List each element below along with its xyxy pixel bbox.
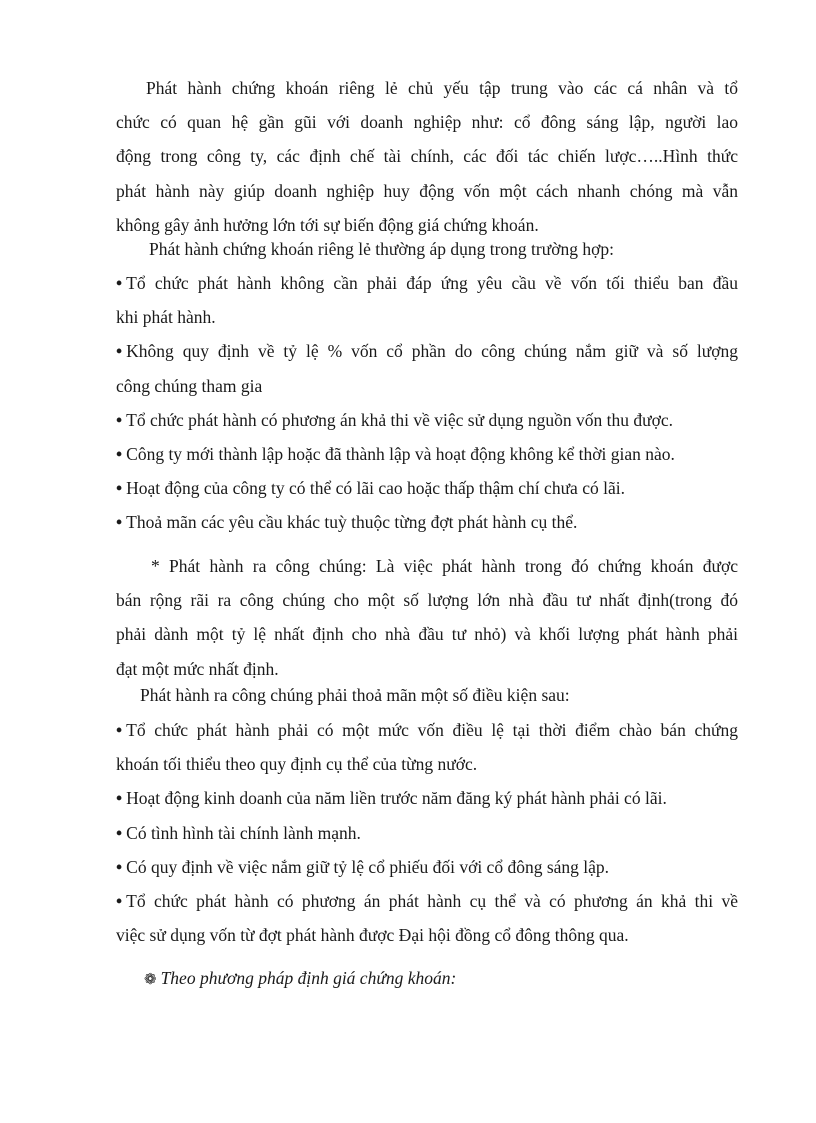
- paragraph-private-cases-intro: [116, 232, 738, 266]
- bullet-icon: •: [116, 341, 123, 362]
- bullet-icon: •: [116, 788, 123, 809]
- text-line: công chúng tham gia: [116, 375, 263, 396]
- bullet-icon: •: [116, 478, 123, 499]
- text-line: phát hành này giúp doanh nghiệp huy động vốn một cách nhanh chóng mà vẫn: [116, 180, 738, 201]
- public-issuance-bullet-list: [116, 713, 738, 952]
- bullet-icon: •: [116, 720, 123, 740]
- list-item: [116, 266, 738, 334]
- bullet-icon: •: [116, 891, 123, 912]
- text-line: • Tổ chức phát hành có phương án phát hành cụ thể và có phương án khả thi về: [116, 891, 738, 912]
- text-line: • Hoạt động của công ty có thể có lãi cao hoặc thấp thậm chí chưa có lãi.: [116, 478, 625, 499]
- list-item: [116, 471, 738, 505]
- section-heading-valuation: [116, 961, 738, 997]
- text-line: ❁ Theo phương pháp định giá chứng khoán:: [144, 968, 457, 988]
- text-line: • Tổ chức phát hành không cần phải đáp ứng yêu cầu về vốn tối thiểu ban đầu: [116, 273, 738, 293]
- list-item: [116, 403, 738, 437]
- bullet-icon: •: [116, 856, 123, 877]
- text-line: Phát hành chứng khoán riêng lẻ thường áp dụng trong trường hợp:: [149, 239, 614, 259]
- flower-bullet-icon: ❁: [144, 972, 157, 988]
- text-line: Phát hành ra công chúng phải thoả mãn một số điều kiện sau:: [140, 685, 570, 705]
- list-item: [116, 334, 738, 402]
- list-item: [116, 713, 738, 781]
- text-line: phải dành một tỷ lệ nhất định cho nhà đầu tư nhỏ) và khối lượng phát hành phải: [116, 624, 738, 645]
- text-line: • Có quy định về việc nắm giữ tỷ lệ cổ phiếu đối với cổ đông sáng lập.: [116, 856, 610, 877]
- list-item: [116, 505, 738, 539]
- text-line: • Có tình hình tài chính lành mạnh.: [116, 822, 361, 843]
- bullet-icon: •: [116, 822, 123, 843]
- text-line: * Phát hành ra công chúng: Là việc phát hành trong đó chứng khoán được: [151, 556, 738, 576]
- text-line: • Không quy định về tỷ lệ % vốn cổ phần do công chúng nắm giữ và số lượng: [116, 341, 738, 362]
- text-line: khi phát hành.: [116, 307, 216, 328]
- text-line: bán rộng rãi ra công chúng cho một số lượng lớn nhà đầu tư nhất định(trong đó: [116, 590, 738, 611]
- text-line: • Tổ chức phát hành phải có một mức vốn điều lệ tại thời điểm chào bán chứng: [116, 720, 738, 740]
- list-item: [116, 816, 738, 850]
- text-line: không gây ảnh hưởng lớn tới sự biến động giá chứng khoán.: [116, 214, 539, 235]
- paragraph-private-issuance: [116, 71, 738, 242]
- list-item: [116, 437, 738, 471]
- text-line: • Thoả mãn các yêu cầu khác tuỳ thuộc từng đợt phát hành cụ thể.: [116, 512, 578, 533]
- paragraph-public-conditions-intro: [116, 678, 738, 712]
- bullet-icon: •: [116, 409, 123, 430]
- paragraph-public-issuance: [116, 549, 738, 686]
- text-line: • Công ty mới thành lập hoặc đã thành lập và hoạt động không kể thời gian nào.: [116, 444, 675, 465]
- text-line: Phát hành chứng khoán riêng lẻ chủ yếu tập trung vào các cá nhân và tổ: [146, 78, 738, 98]
- private-issuance-bullet-list: [116, 266, 738, 540]
- text-line: khoán tối thiểu theo quy định cụ thể của từng nước.: [116, 754, 478, 775]
- bullet-icon: •: [116, 273, 123, 293]
- text-line: động trong công ty, các định chế tài chính, các đối tác chiến lược…..Hình thức: [116, 146, 738, 167]
- list-item: [116, 850, 738, 884]
- text-line: đạt một mức nhất định.: [116, 658, 279, 679]
- text-line: • Hoạt động kinh doanh của năm liền trước năm đăng ký phát hành phải có lãi.: [116, 788, 667, 809]
- list-item: [116, 884, 738, 952]
- list-item: [116, 781, 738, 815]
- text-line: • Tổ chức phát hành có phương án khả thi về việc sử dụng nguồn vốn thu được.: [116, 409, 673, 430]
- bullet-icon: •: [116, 512, 123, 533]
- text-line: chức có quan hệ gần gũi với doanh nghiệp như: cổ đông sáng lập, người lao: [116, 112, 738, 133]
- text-line: việc sử dụng vốn từ đợt phát hành được Đại hội đồng cổ đông thông qua.: [116, 925, 629, 946]
- bullet-icon: •: [116, 444, 123, 465]
